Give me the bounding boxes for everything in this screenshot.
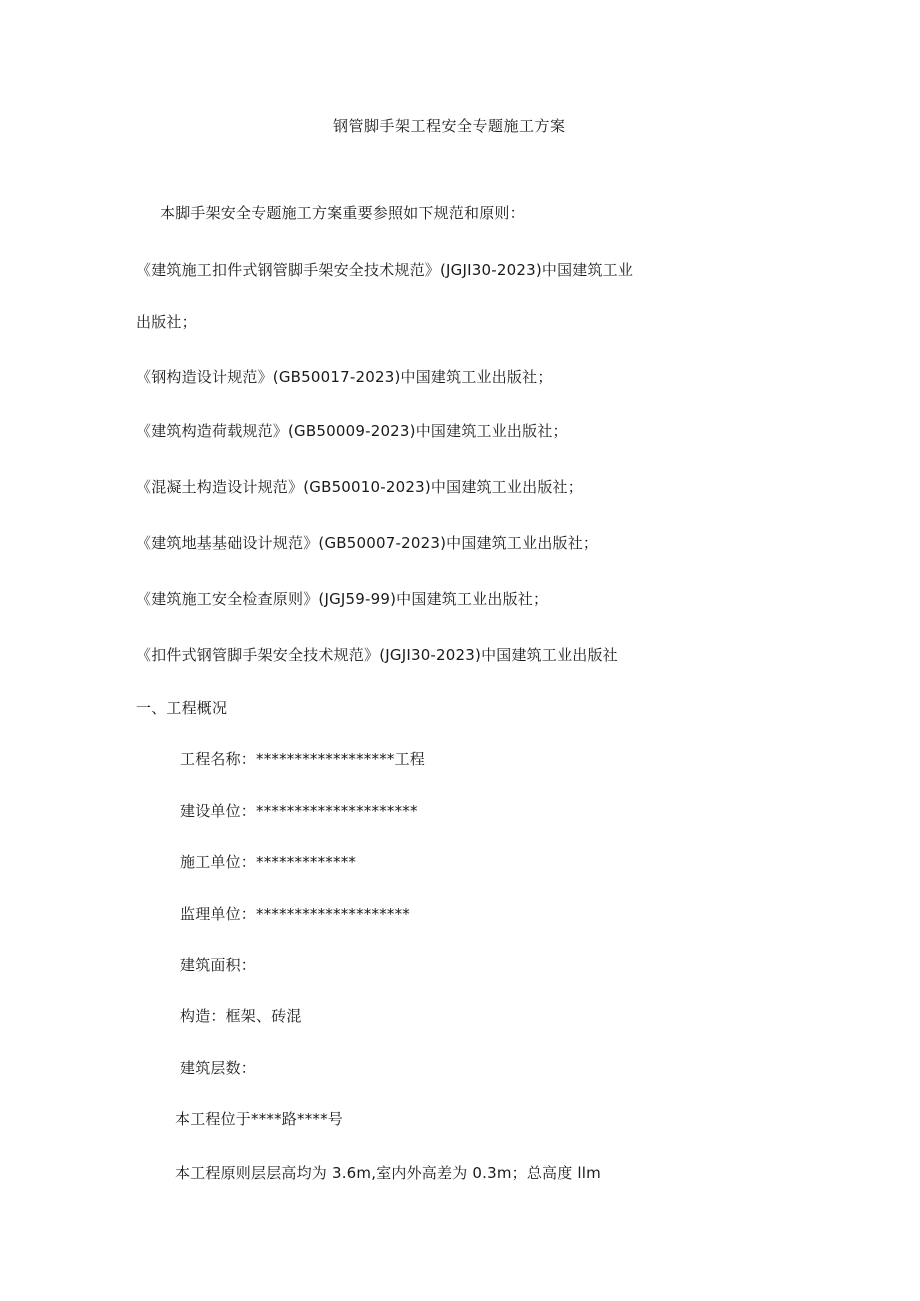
overview-item-floors: 建筑层数：	[180, 1059, 257, 1077]
overview-item-owner: 建设单位：*********************	[180, 802, 418, 820]
reference-item: 《建筑构造荷载规范》(GB50009-2023)中国建筑工业出版社；	[136, 422, 568, 440]
height-paragraph: 本工程原则层层高均为 3.6m,室内外高差为 0.3m；总高度 llm	[175, 1164, 601, 1182]
reference-item: 《建筑施工安全检查原则》(JGJ59-99)中国建筑工业出版社；	[136, 590, 549, 608]
overview-item-floor-area: 建筑面积：	[180, 956, 257, 974]
overview-item-contractor: 施工单位：*************	[180, 853, 357, 871]
section-heading: 一、工程概况	[136, 699, 228, 717]
overview-item-supervisor: 监理单位：********************	[180, 905, 411, 923]
intro-paragraph: 本脚手架安全专题施工方案重要参照如下规范和原则：	[160, 204, 525, 222]
overview-item-project-name: 工程名称：******************工程	[180, 750, 426, 768]
reference-item: 《建筑地基基础设计规范》(GB50007-2023)中国建筑工业出版社；	[136, 534, 599, 552]
reference-item-continuation: 出版社；	[136, 313, 197, 331]
reference-item: 《扣件式钢管脚手架安全技术规范》(JGJI30-2023)中国建筑工业出版社	[136, 646, 618, 664]
document-title: 钢管脚手架工程安全专题施工方案	[333, 117, 566, 135]
reference-item: 《混凝土构造设计规范》(GB50010-2023)中国建筑工业出版社；	[136, 478, 583, 496]
location-paragraph: 本工程位于****路****号	[175, 1110, 344, 1128]
overview-item-structure: 构造：框架、砖混	[180, 1007, 302, 1025]
reference-item: 《钢构造设计规范》(GB50017-2023)中国建筑工业出版社；	[136, 368, 553, 386]
reference-item: 《建筑施工扣件式钢管脚手架安全技术规范》(JGJI30-2023)中国建筑工业	[136, 261, 634, 279]
